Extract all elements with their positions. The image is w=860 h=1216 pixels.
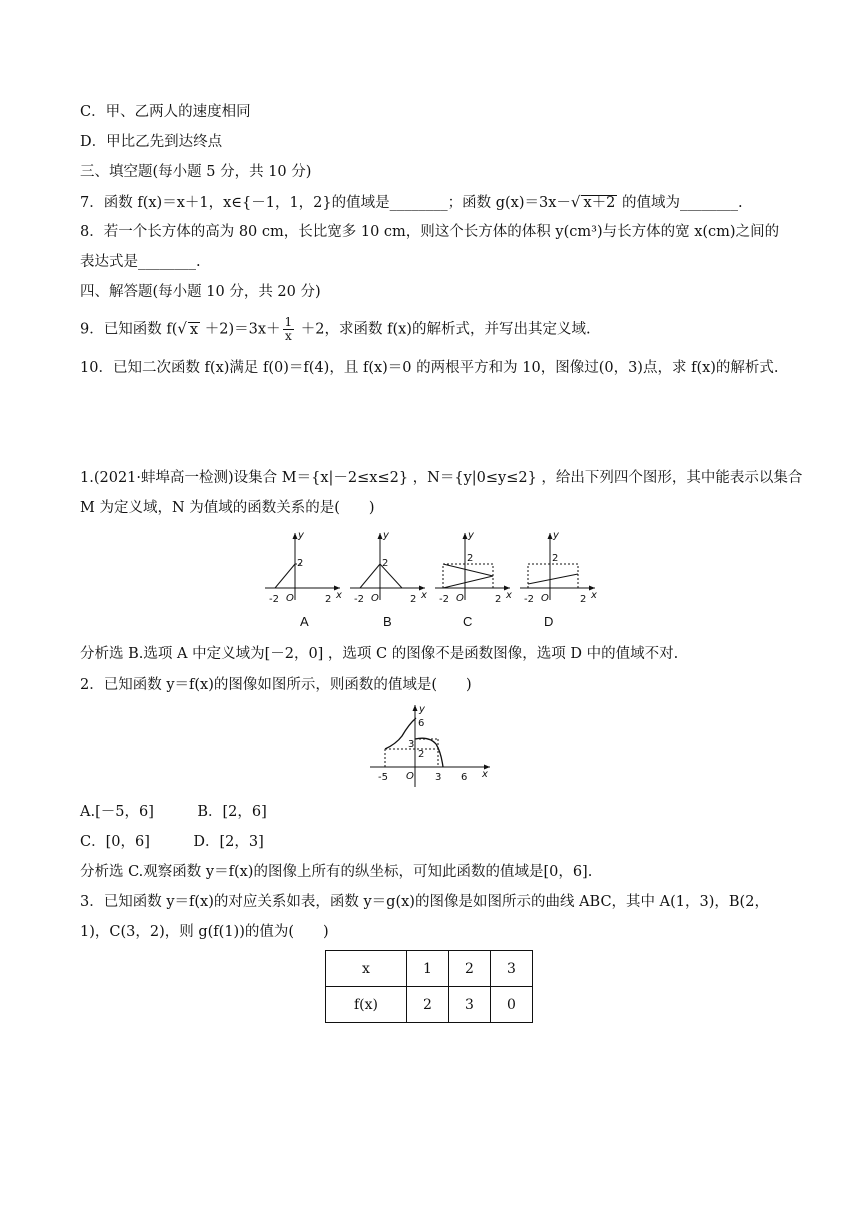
graph-a	[265, 530, 342, 605]
graph-c	[435, 530, 512, 605]
y-axis-label: y	[419, 704, 425, 715]
q9-text-c: ＋2，求函数 f(x)的解析式，并写出其定义域.	[296, 321, 591, 338]
q1-figure	[260, 528, 600, 608]
y-tick-6: 6	[418, 718, 425, 729]
x-tick: 2	[580, 594, 587, 605]
q9-text-b: ＋2)＝3x＋	[200, 321, 281, 338]
question-8-cont: 表达式是________.	[80, 254, 201, 270]
y-axis-label: y	[553, 530, 559, 541]
table-cell: 3	[449, 987, 491, 1023]
sqrt-icon: √	[570, 193, 581, 211]
q9-text-a: 9．已知函数 f(	[80, 321, 178, 338]
fraction	[283, 316, 295, 343]
table-cell: 1	[407, 951, 449, 987]
table-cell: 2	[407, 987, 449, 1023]
function-table	[325, 950, 533, 1023]
graph-b	[350, 530, 427, 605]
fraction-numerator: 1	[284, 315, 293, 329]
caption-a: A	[300, 614, 309, 629]
x-axis-label: x	[421, 590, 427, 601]
x-tick: 2	[325, 594, 332, 605]
table-header-x: x	[326, 951, 407, 987]
table-cell: 0	[491, 987, 533, 1023]
origin-label: O	[541, 593, 549, 604]
answer-1: 分析选 B.选项 A 中定义域为[－2，0] ，选项 C 的图像不是函数图像，选项 D 中的值域不对.	[80, 646, 679, 662]
q2-stem: 2．已知函数 y＝f(x)的图像如图所示，则函数的值域是( )	[80, 677, 472, 693]
y-tick: 2	[552, 553, 559, 564]
question-8: 8．若一个长方体的高为 80 cm，长比宽多 10 cm，则这个长方体的体积 y(cm³)与长方体的宽 x(cm)之间的	[80, 224, 780, 240]
answer-2: 分析选 C.观察函数 y＝f(x)的图像上所有的纵坐标，可知此函数的值域是[0，6].	[80, 864, 593, 880]
option-c: C．甲、乙两人的速度相同	[80, 104, 251, 120]
x-tick: -2	[524, 594, 534, 605]
q7-text-a: 7．函数 f(x)＝x＋1，x∈{－1，1，2}的值域是________；函数 g(x)＝3x－	[80, 195, 571, 211]
y-axis-label: y	[298, 530, 304, 541]
caption-c: C	[463, 614, 473, 629]
question-7	[80, 192, 743, 213]
x-axis-label: x	[591, 590, 597, 601]
x-tick: -2	[439, 594, 449, 605]
table-cell: 3	[491, 951, 533, 987]
y-tick-3: 3	[408, 739, 415, 750]
option-d: D．甲比乙先到达终点	[80, 134, 223, 150]
q2-options-2: C．[0，6] D．[2，3]	[80, 834, 264, 850]
question-10: 10．已知二次函数 f(x)满足 f(0)＝f(4)，且 f(x)＝0 的两根平方和为 10，图像过(0，3)点，求 f(x)的解析式.	[80, 360, 779, 376]
sqrt-icon: √	[177, 319, 187, 338]
y-tick: 2	[382, 558, 389, 569]
question-9	[80, 316, 591, 343]
origin-label: O	[456, 593, 464, 604]
x-tick: 2	[410, 594, 417, 605]
x-tick: -2	[354, 594, 364, 605]
y-tick: 2	[297, 558, 304, 569]
q1-stem: 1.(2021·蚌埠高一检测)设集合 M＝{x|－2≤x≤2} ，N＝{y|0≤y≤2} ，给出下列四个图形，其中能表示以集合	[80, 470, 803, 486]
q2-options-1: A.[－5，6] B．[2，6]	[80, 804, 267, 820]
origin-label: O	[371, 593, 379, 604]
section-answers: 四、解答题(每小题 10 分，共 20 分)	[80, 284, 321, 300]
table-row	[326, 951, 533, 987]
x-axis-label: x	[506, 590, 512, 601]
origin-label: O	[406, 771, 414, 782]
q2-figure	[368, 702, 493, 792]
y-tick-2: 2	[418, 749, 425, 760]
graph-d	[520, 530, 597, 605]
table-cell: 2	[449, 951, 491, 987]
x-tick-6: 6	[461, 772, 468, 783]
q3-stem-cont: 1)，C(3，2)，则 g(f(1))的值为( )	[80, 924, 329, 940]
x-tick-neg5: -5	[378, 772, 388, 783]
origin-label: O	[286, 593, 294, 604]
caption-d: D	[544, 614, 554, 629]
table-header-fx: f(x)	[326, 987, 407, 1023]
y-axis-label: y	[468, 530, 474, 541]
y-tick: 2	[467, 553, 474, 564]
x-axis-label: x	[482, 769, 488, 780]
x-tick-3: 3	[435, 772, 442, 783]
x-axis-label: x	[336, 590, 342, 601]
q3-stem: 3．已知函数 y＝f(x)的对应关系如表，函数 y＝g(x)的图像是如图所示的曲线 ABC，其中 A(1，3)，B(2，	[80, 894, 769, 910]
x-tick: 2	[495, 594, 502, 605]
y-axis-label: y	[383, 530, 389, 541]
caption-b: B	[383, 614, 392, 629]
x-tick: -2	[269, 594, 279, 605]
fraction-denominator: x	[284, 329, 292, 343]
q7-text-b: 的值域为________.	[617, 195, 743, 211]
q7-radicand: x＋2	[583, 195, 616, 211]
section-fill-blank: 三、填空题(每小题 5 分，共 10 分)	[80, 164, 312, 180]
table-row	[326, 987, 533, 1023]
q9-radicand: x	[189, 321, 199, 338]
q1-stem-cont: M 为定义域，N 为值域的函数关系的是( )	[80, 500, 375, 516]
